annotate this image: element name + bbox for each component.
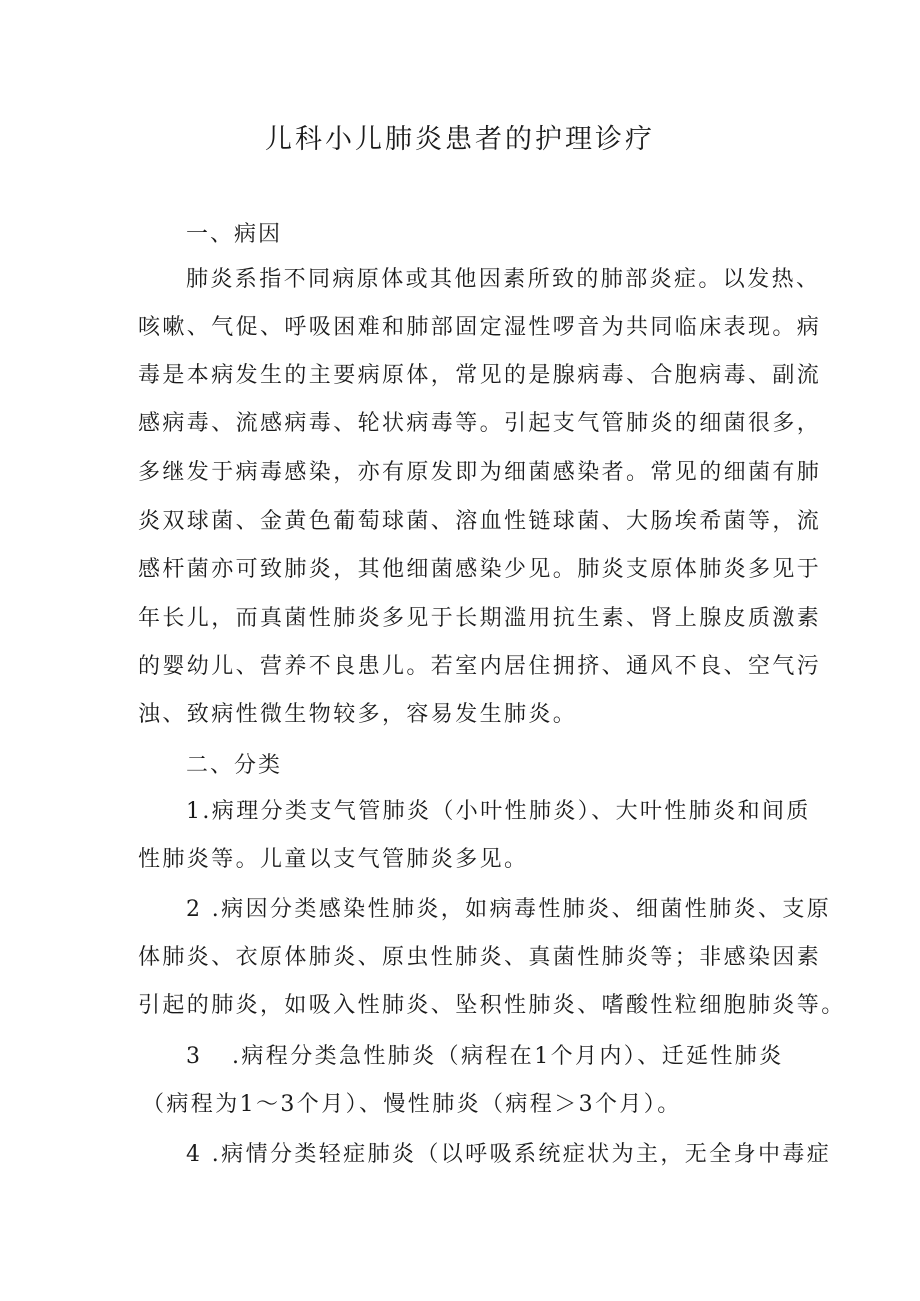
paragraph-line: 年长儿，而真菌性肺炎多见于长期滥用抗生素、肾上腺皮质激素 bbox=[138, 606, 822, 631]
list-item-line: （病程为1～3个月）、慢性肺炎（病程＞3个月）。 bbox=[142, 1092, 682, 1117]
paragraph-line: 炎双球菌、金黄色葡萄球菌、溶血性链球菌、大肠埃希菌等，流 bbox=[138, 509, 822, 534]
paragraph-line: 咳嗽、气促、呼吸困难和肺部固定湿性啰音为共同临床表现。病 bbox=[138, 315, 822, 340]
paragraph-line: 浊、致病性微生物较多，容易发生肺炎。 bbox=[138, 702, 578, 727]
list-item-line: 体肺炎、衣原体肺炎、原虫性肺炎、真菌性肺炎等；非感染因素 bbox=[138, 945, 822, 970]
section-heading-cause: 一、病因 bbox=[186, 222, 283, 247]
paragraph-line: 感杆菌亦可致肺炎，其他细菌感染少见。肺炎支原体肺炎多见于 bbox=[138, 557, 822, 582]
paragraph-line: 的婴幼儿、营养不良患儿。若室内居住拥挤、通风不良、空气污 bbox=[138, 654, 822, 679]
paragraph-line: 感病毒、流感病毒、轮状病毒等。引起支气管肺炎的细菌很多， bbox=[138, 411, 822, 436]
paragraph-line: 毒是本病发生的主要病原体，常见的是腺病毒、合胞病毒、副流 bbox=[138, 363, 822, 388]
list-item-line: 2 .病因分类感染性肺炎，如病毒性肺炎、细菌性肺炎、支原 bbox=[186, 897, 832, 922]
section-heading-classification: 二、分类 bbox=[186, 753, 283, 778]
paragraph-line: 肺炎系指不同病原体或其他因素所致的肺部炎症。以发热、 bbox=[186, 267, 821, 292]
list-item-number: 3 bbox=[186, 1044, 200, 1069]
document-title: 儿科小儿肺炎患者的护理诊疗 bbox=[265, 124, 655, 155]
list-item-line: 4 .病情分类轻症肺炎（以呼吸系统症状为主，无全身中毒症 bbox=[186, 1142, 832, 1167]
list-item-line: 引起的肺炎，如吸入性肺炎、坠积性肺炎、嗜酸性粒细胞肺炎等。 bbox=[138, 993, 846, 1018]
list-item-line: 性肺炎等。儿童以支气管肺炎多见。 bbox=[138, 847, 529, 872]
paragraph-line: 多继发于病毒感染，亦有原发即为细菌感染者。常见的细菌有肺 bbox=[138, 460, 822, 485]
list-item-line: .病程分类急性肺炎（病程在1个月内）、迁延性肺炎 bbox=[232, 1044, 784, 1069]
list-item-line: 1.病理分类支气管肺炎（小叶性肺炎）、大叶性肺炎和间质 bbox=[186, 799, 811, 824]
